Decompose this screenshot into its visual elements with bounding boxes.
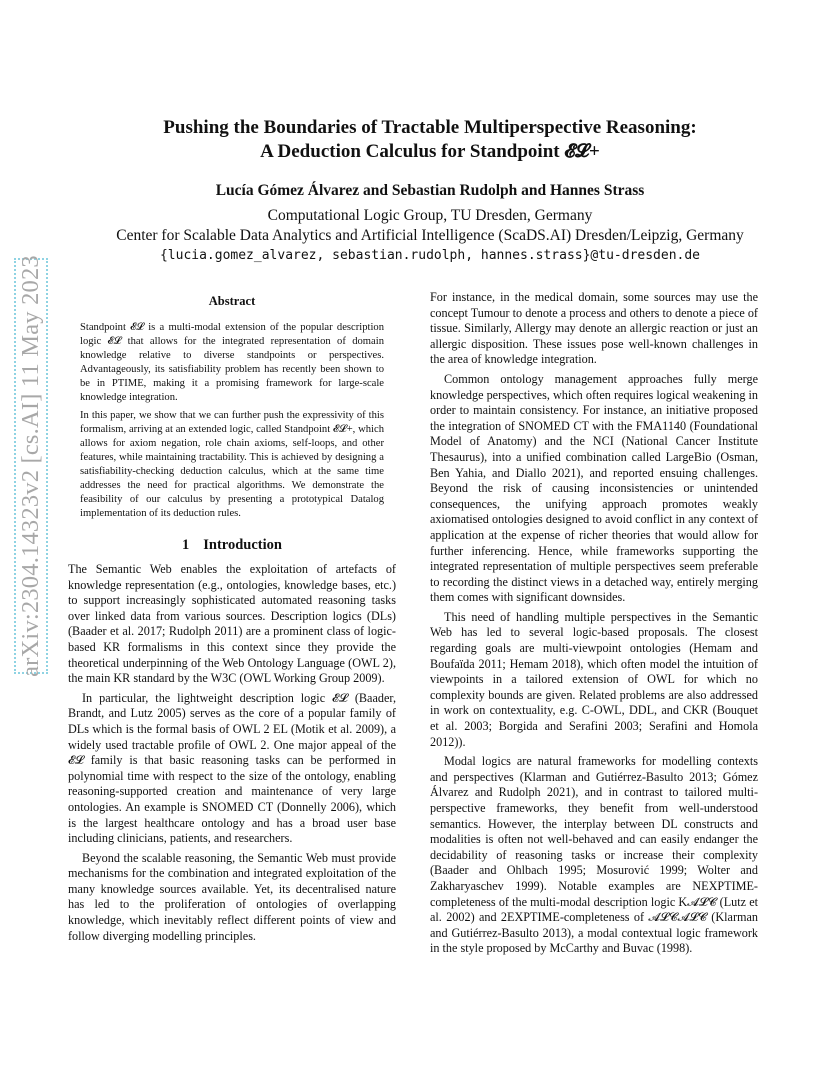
abstract-paragraph-2: In this paper, we show that we can further push the expressivity of this formalism, arriving at an extended logic, called Standpoint 𝓔𝓛+, which allows for axiom negation, role chain axioms, self-loops, and other features, while maintaining tractability. This is achieved by designing a satisfiability-checking deduction calculus, which at the same time addresses the need for practical algorithms. We demonstrate the feasibility of our calculus by presenting a prototypical Datalog implementation of its deduction rules. — [80, 410, 384, 519]
intro-paragraph-2: In particular, the lightweight description logic 𝓔𝓛 (Baader, Brandt, and Lutz 2005) serves as the core of a popular family of DLs which is the formal basis of OWL 2 EL (Motik et al. 2009), a widely used tractable profile of OWL 2. One major appeal of the 𝓔𝓛 family is that basic reasoning tasks can be performed in polynomial time with respect to the size of the ontology, enabling reasoning-supported creation and maintenance of very large ontologies. An example is SNOMED CT (Donnelly 2006), which is the largest healthcare ontology and has a broad user base including clinicians, patients, and researchers. — [68, 690, 396, 846]
intro-paragraph-4: For instance, in the medical domain, some sources may use the concept Tumour to denote a process and others to denote a piece of tissue. Similarly, Allergy may denote an allergic reaction or just an allergic disposition. These issues pose well-known challenges in the area of knowledge integration. — [430, 290, 758, 367]
intro-paragraph-7: Modal logics are natural frameworks for modelling contexts and perspectives (Klarman and Gutiérrez-Basulto 2013; Gómez Álvarez and Rudolph 2021), and in contrast to tailored multi-perspective frameworks, they benefit from well-understood semantics. However, the interplay between DL constructs and modalities is often not well-behaved and can easily endanger the decidability of reasoning tasks or increase their complexity (Baader and Ohlbach 1995; Mosurović 1999; Wolter and Zakharyaschev 1999). Notable examples are NEXPTIME-completeness of the multi-modal description logic K𝓐𝓛𝓒 (Lutz et al. 2002) and 2EXPTIME-completeness of 𝓐𝓛𝓒𝓐𝓛𝓒 (Klarman and Gutiérrez-Basulto 2013), a modal contextual logic framework in the style proposed by McCarthy and Buvac (1998). — [430, 754, 758, 956]
right-column — [430, 290, 758, 961]
intro-paragraph-3: Beyond the scalable reasoning, the Semantic Web must provide mechanisms for the combination and integrated exploitation of the many knowledge sources available. Yet, its decentralised nature has led to the proliferation of ontologies of overlapping knowledge, which inevitably reflect different points of view and follow diverging modelling principles. — [68, 850, 396, 943]
title-block — [60, 116, 800, 164]
authors: Lucía Gómez Álvarez and Sebastian Rudolph and Hannes Strass — [215, 182, 645, 199]
section-title: Introduction — [203, 537, 282, 553]
arxiv-stamp: arXiv:2304.14323v2 [cs.AI] 11 May 2023 — [17, 255, 44, 677]
abstract-heading: Abstract — [208, 294, 256, 308]
affiliation-2: Center for Scalable Data Analytics and Artificial Intelligence (ScaDS.AI) Dresden/Leipzig, Germany — [116, 227, 744, 244]
abstract-paragraph-1: Standpoint 𝓔𝓛 is a multi-modal extension of the popular description logic 𝓔𝓛 that allows for the integrated representation of domain knowledge relative to diverse standpoints or perspectives. Advantageously, its satisfiability problem has recently been shown to be in PTIME, making it a promising framework for large-scale knowledge integration. — [80, 322, 384, 403]
section-number: 1 — [182, 537, 190, 553]
paper-title-line-2: A Deduction Calculus for Standpoint 𝓔𝓛+ — [260, 141, 600, 162]
paper-title-line-1: Pushing the Boundaries of Tractable Multiperspective Reasoning: — [163, 117, 697, 138]
intro-paragraph-6: This need of handling multiple perspectives in the Semantic Web has led to several logic-based proposals. The closest regarding goals are multi-viewpoint ontologies (Hemam and Boufaïda 2011; Hemam 2018), which often model the intuition of viewpoints in a tailored extension of OWL for which no complexity bounds are given. Related problems are also addressed in work on contextuality, e.g. C-OWL, DDL, and CKR (Bouquet et al. 2003; Borgida and Serafini 2003; Serafini and Homola 2012)). — [430, 609, 758, 749]
affiliation-1: Computational Logic Group, TU Dresden, Germany — [267, 207, 593, 224]
author-emails: {lucia.gomez_alvarez, sebastian.rudolph, hannes.strass}@tu-dresden.de — [159, 248, 701, 263]
left-column — [68, 290, 396, 948]
intro-paragraph-5: Common ontology management approaches fully merge knowledge perspectives, which often requires logical weakening in order to maintain consistency. For instance, an initiative proposed the integration of SNOMED CT with the FMA1140 (Foundational Model of Anatomy) and the NCI (National Cancer Institute Thesaurus), into a unified combination called LargeBio (Osman, Ben Yahia, and Diallo 2021), and reported ensuing challenges. Beyond the risk of causing inconsistencies or unintended consequences, the unifying approach promotes weakly axiomatised ontologies designed to avoid conflict in any context of application at the expense of richer theories that would allow for further inferencing. Hence, while frameworks supporting the integrated representation of multiple perspectives seem preferable to recording the distinct views in a detached way, entirely merging them comes with significant downsides. — [430, 371, 758, 605]
section-heading — [68, 537, 396, 554]
intro-paragraph-1: The Semantic Web enables the exploitation of artefacts of knowledge representation (e.g., ontologies, knowledge bases, etc.) to support increasingly sophisticated automated reasoning tasks over linked data from various sources. Description logics (DLs) (Baader et al. 2017; Rudolph 2011) are a prominent class of logic-based KR formalisms in this context since they provide the theoretical underpinning of the Web Ontology Language (OWL 2), the main KR standard by the W3C (OWL Working Group 2009). — [68, 562, 396, 686]
